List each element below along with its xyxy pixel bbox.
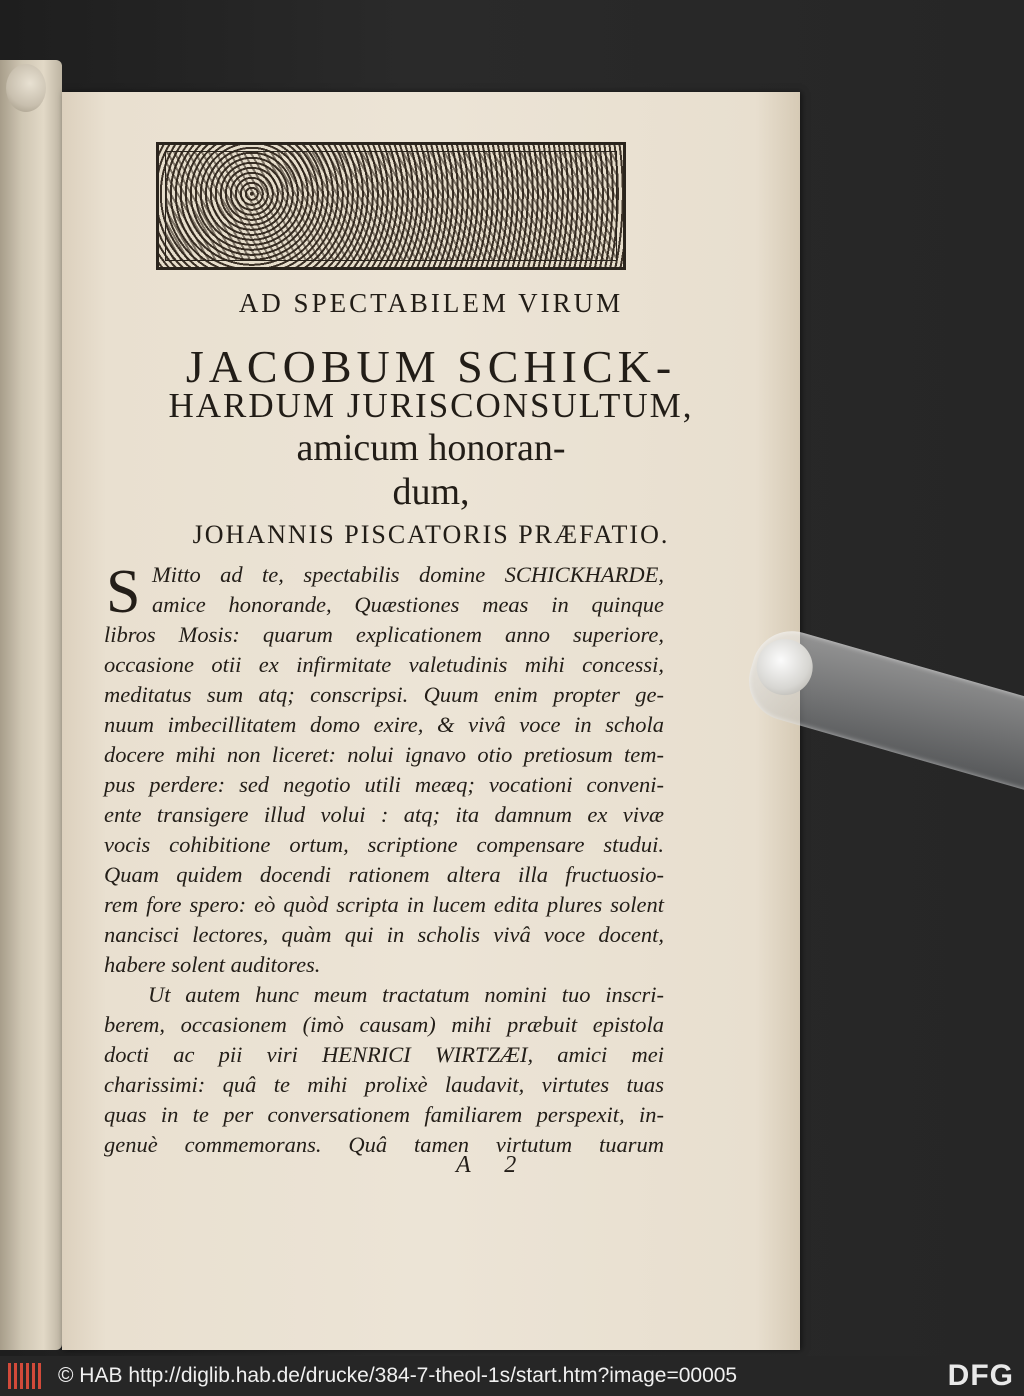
text-line: habere solent auditores. [104,952,321,977]
text-line: vocis cohibitione ortum, scriptione compensare studui. [104,832,664,857]
text-line: nuum imbecillitatem domo exire, & vivâ voce in schola [104,712,664,737]
heading-line-5: dum, [392,471,470,513]
text-line: Quam quidem docendi rationem altera illa fructuosio- [104,862,664,887]
preface-title: JOHANNIS PISCATORIS PRÆFATIO. [192,520,670,549]
text-line: docere mihi non liceret: nolui ignavo otio pretiosum tem- [104,742,664,767]
text-line: quas in te per conversationem familiarem perspexit, in- [104,1102,664,1127]
text-line: Mitto ad te, spectabilis domine SCHICKHARDE, [152,562,664,587]
text-line: genuè commemorans. Quâ tamen virtutum tuarum [104,1132,664,1157]
heading-line-1: AD SPECTABILEM VIRUM [238,288,624,318]
text-line: pus perdere: sed negotio utili meæq; vocationi conveni- [104,772,664,797]
text-line: docti ac pii viri HENRICI WIRTZÆI, amici mei [104,1042,664,1067]
text-line: meditatus sum atq; conscripsi. Quum enim propter ge- [104,682,664,707]
text-line: amice honorande, Quæstiones meas in quinque [152,592,664,617]
barcode-icon [8,1363,44,1389]
text-line: Ut autem hunc meum tractatum nomini tuo inscri- [148,982,664,1007]
dfg-logo[interactable]: DFG [947,1359,1014,1392]
body-text [104,560,664,1160]
source-credit-link[interactable]: © HAB http://diglib.hab.de/drucke/384-7-theol-1s/start.htm?image=00005 [58,1364,738,1387]
heading-line-2: JACOBUM SCHICK- [185,341,677,392]
text-line: occasione otii ex infirmitate valetudinis mihi concessi, [104,652,664,677]
text-line: charissimi: quâ te mihi prolixè laudavit, virtutes tuas [104,1072,664,1097]
text-line: rem fore spero: eò quòd scripta in lucem edita plures solent [104,892,664,917]
woodcut-ornament [156,142,626,270]
left-page-edge [0,60,62,1350]
text-line: libros Mosis: quarum explicationem anno superiore, [104,622,664,647]
text-line: nancisci lectores, quàm qui in scholis vivâ voce docent, [104,922,664,947]
heading-line-4: amicum honoran- [296,427,566,469]
text-line: berem, occasionem (imò causam) mihi præbuit epistola [104,1012,664,1037]
page-curl [6,64,46,112]
signature-mark: A 2 [456,1152,531,1178]
text-line: ente transigere illud volui : atq; ita damnum ex vivæ [104,802,664,827]
heading-line-3: HARDUM JURISCONSULTUM, [168,386,694,425]
drop-cap: S [106,558,141,626]
footer-bar [0,1356,1024,1396]
